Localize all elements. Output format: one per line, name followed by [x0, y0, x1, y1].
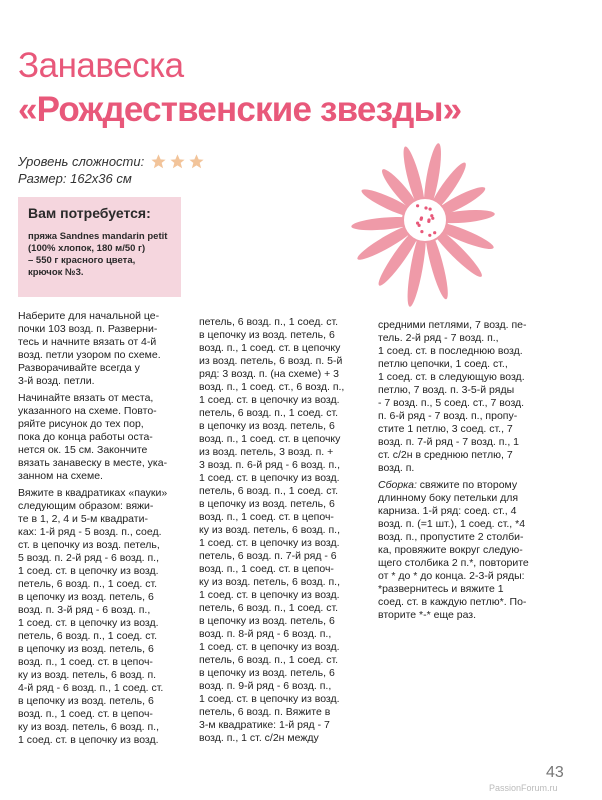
text-line: почки 103 возд. п. Разверни-: [18, 323, 158, 335]
paragraph: [199, 316, 367, 745]
requirements-line: крючок №3.: [28, 267, 84, 278]
text-line: возд. п., 1 соед. ст. в цепоч-: [18, 656, 153, 668]
text-column-2: [199, 316, 367, 749]
text-line: соед. ст. в каждую петлю*. По-: [378, 596, 527, 608]
paragraph: [18, 392, 184, 483]
text-line: возд. п. (=1 шт.), 1 соед. ст., *4: [378, 518, 526, 530]
text-line: 1 соед. ст. в последнюю возд.: [378, 345, 523, 357]
difficulty-stars: [150, 153, 207, 170]
text-line: 3-м квадратике: 1-й ряд - 7: [199, 719, 330, 731]
text-line: 1 соед. ст. в следующую возд.: [378, 371, 525, 383]
text-line: 1 соед. ст. в цепочку из возд.: [18, 734, 159, 746]
text-line: щего столбика 2 п.*, повторите: [378, 557, 529, 569]
text-line: 1 соед. ст. в цепочку из возд.: [199, 394, 340, 406]
text-line: петлю, 7 возд. п. 3-5-й ряды: [378, 384, 515, 396]
text-line: петлю цепочки, 1 соед. ст.,: [378, 358, 508, 370]
text-line: в цепочку из возд. петель, 6: [18, 695, 154, 707]
requirements-line: (100% хлопок, 180 м/50 г): [28, 243, 146, 254]
requirements-line: – 550 г красного цвета,: [28, 255, 136, 266]
requirements-box: [18, 197, 181, 297]
text-line: возд. п.: [378, 462, 415, 474]
page-number: 43: [546, 764, 564, 781]
text-line: карниза. 1-й ряд: соед. ст., 4: [378, 505, 517, 517]
center-dot: [428, 234, 431, 237]
text-line: петель, 6 возд. п., 1 соед. ст.: [199, 316, 339, 328]
text-line: 4-й ряд - 6 возд. п., 1 соед. ст.: [18, 682, 164, 694]
text-line: средними петлями, 7 возд. пе-: [378, 319, 527, 331]
text-line: 3 возд. п. 6-й ряд - 6 возд. п.,: [199, 459, 340, 471]
text-line: петель, 6 возд. п. Вяжите в: [199, 706, 331, 718]
paragraph: [18, 487, 184, 747]
text-line: 5 возд. п. 2-й ряд - 6 возд. п.,: [18, 552, 159, 564]
text-line: стите 1 петлю, 3 соед. ст., 7: [378, 423, 513, 435]
text-line: в цепочку из возд. петель, 6: [199, 329, 335, 341]
star-icon: [188, 153, 205, 170]
watermark: PassionForum.ru: [489, 783, 558, 793]
text-line: в цепочку из возд. петель, 6: [199, 615, 335, 627]
center-dot: [424, 206, 427, 209]
text-line: 1 соед. ст. в цепочку из возд.: [199, 641, 340, 653]
requirements-line: пряжа Sandnes mandarin petit: [28, 231, 168, 242]
text-line: вязать занавеску в месте, ука-: [18, 457, 168, 469]
text-line: вторите *-* еще раз.: [378, 609, 477, 621]
text-column-3: [378, 319, 544, 626]
text-line: возд. п., 1 ст. с/2н между: [199, 732, 319, 744]
assembly-paragraph: [378, 479, 544, 622]
text-line: в цепочку из возд. петель, 6: [199, 498, 335, 510]
text-line: пока до конца работы оста-: [18, 431, 153, 443]
text-line: петель, 6 возд. п., 1 соед. ст.: [18, 630, 158, 642]
text-line: 1 соед. ст. в цепочку из возд.: [18, 617, 159, 629]
text-line: из возд. петель, 6 возд. п. 5-й: [199, 355, 343, 367]
text-line: возд. п., 1 соед. ст. в цепоч-: [199, 563, 334, 575]
difficulty-level: [18, 153, 207, 170]
assembly-text: свяжите по второму: [416, 479, 518, 491]
paragraph: [378, 319, 544, 475]
text-line: петель, 6 возд. п. 7-й ряд - 6: [199, 550, 337, 562]
text-line: следующим образом: вяжи-: [18, 500, 154, 512]
title-line-2: «Рождественские звезды»: [18, 90, 462, 129]
text-line: в цепочку из возд. петель, 6: [18, 591, 154, 603]
text-line: возд. п. 7-й ряд - 7 возд. п., 1: [378, 436, 519, 448]
text-line: *развернитесь и вяжите 1: [378, 583, 504, 595]
text-line: занном на схеме.: [18, 470, 103, 482]
text-line: тель. 2-й ряд - 7 возд. п.,: [378, 332, 499, 344]
requirements-text: [28, 231, 178, 279]
text-line: в цепочку из возд. петель, 6: [18, 643, 154, 655]
text-line: петель, 6 возд. п., 1 соед. ст.: [18, 578, 158, 590]
flower-center: [403, 198, 447, 242]
text-line: 1 соед. ст. в цепочку из возд.: [199, 472, 340, 484]
text-line: ст. с/2н в среднюю петлю, 7: [378, 449, 513, 461]
center-dot: [416, 222, 419, 225]
text-line: п. 6-й ряд - 7 возд. п., пропу-: [378, 410, 518, 422]
text-line: возд. п. 9-й ряд - 6 возд. п.,: [199, 680, 332, 692]
star-icon: [150, 153, 167, 170]
text-line: возд. п. 3-й ряд - 6 возд. п.,: [18, 604, 151, 616]
center-dot: [416, 204, 419, 207]
text-line: 3-й возд. петли.: [18, 375, 95, 387]
text-line: ст. в цепочку из возд. петель,: [18, 539, 160, 551]
text-line: возд. п., 1 соед. ст. в цепоч-: [18, 708, 153, 720]
assembly-label: Сборка:: [378, 479, 417, 491]
text-line: в цепочку из возд. петель, 6: [199, 667, 335, 679]
text-line: возд. петли узором по схеме.: [18, 349, 161, 361]
text-line: 1 соед. ст. в цепочку из возд.: [199, 589, 340, 601]
title-line-1: Занавеска: [18, 46, 184, 85]
text-line: ку из возд. петель, 6 возд. п.,: [199, 576, 340, 588]
text-line: 1 соед. ст. в цепочку из возд.: [199, 693, 340, 705]
text-line: ках: 1-й ряд - 5 возд. п., соед.: [18, 526, 162, 538]
text-line: возд. п., пропустите 2 столби-: [378, 531, 524, 543]
text-line: от * до * до конца. 2-3-й ряды:: [378, 570, 525, 582]
center-dot: [427, 220, 430, 223]
text-line: петель, 6 возд. п., 1 соед. ст.: [199, 485, 339, 497]
text-column-1: [18, 310, 184, 751]
paragraph: [18, 310, 184, 388]
text-line: возд. п., 1 соед. ст. в цепоч-: [199, 511, 334, 523]
center-dot: [420, 230, 423, 233]
text-line: возд. п., 1 соед. ст., 6 возд. п.,: [199, 381, 345, 393]
text-line: возд. п., 1 соед. ст. в цепочку: [199, 433, 341, 445]
text-line: в цепочку из возд. петель, 6: [199, 420, 335, 432]
center-dot: [431, 217, 434, 220]
text-line: ка, провяжите вокруг следую-: [378, 544, 523, 556]
size-info: Размер: 162х36 см: [18, 171, 132, 186]
text-line: ряд: 3 возд. п. (на схеме) + 3: [199, 368, 340, 380]
text-line: Вяжите в квадратиках «пауки»: [18, 487, 168, 499]
text-line: - 7 возд. п., 5 соед. ст., 7 возд.: [378, 397, 525, 409]
difficulty-label: Уровень сложности:: [18, 154, 145, 169]
text-line: ряйте рисунок до тех пор,: [18, 418, 144, 430]
text-line: возд. п., 1 соед. ст. в цепочку: [199, 342, 341, 354]
center-dot: [420, 216, 423, 219]
text-line: 1 соед. ст. в цепочку из возд.: [199, 537, 340, 549]
text-line: указанного на схеме. Повто-: [18, 405, 157, 417]
text-line: те в 1, 2, 4 и 5-м квадрати-: [18, 513, 148, 525]
text-line: тесь и начните вязать от 4-й: [18, 336, 157, 348]
text-line: возд. п. 8-й ряд - 6 возд. п.,: [199, 628, 332, 640]
center-dot: [429, 208, 432, 211]
text-line: петель, 6 возд. п., 1 соед. ст.: [199, 602, 339, 614]
text-line: [378, 479, 544, 492]
center-dot: [433, 231, 436, 234]
text-line: петель, 6 возд. п., 1 соед. ст.: [199, 654, 339, 666]
text-line: ку из возд. петель, 6 возд. п.,: [18, 721, 159, 733]
requirements-heading: Вам потребуется:: [28, 205, 151, 221]
text-line: петель, 6 возд. п., 1 соед. ст.: [199, 407, 339, 419]
text-line: Наберите для начальной це-: [18, 310, 160, 322]
text-line: нется ок. 15 см. Закончите: [18, 444, 148, 456]
text-line: ку из возд. петель, 6 возд. п.,: [199, 524, 340, 536]
text-line: ку из возд. петель, 6 возд. п.: [18, 669, 157, 681]
star-icon: [169, 153, 186, 170]
text-line: Начинайте вязать от места,: [18, 392, 154, 404]
text-line: из возд. петель, 3 возд. п. +: [199, 446, 334, 458]
text-line: 1 соед. ст. в цепочку из возд.: [18, 565, 159, 577]
text-line: длинному боку петельки для: [378, 492, 519, 504]
text-line: Разворачивайте всегда у: [18, 362, 140, 374]
flower-illustration: [333, 140, 518, 325]
